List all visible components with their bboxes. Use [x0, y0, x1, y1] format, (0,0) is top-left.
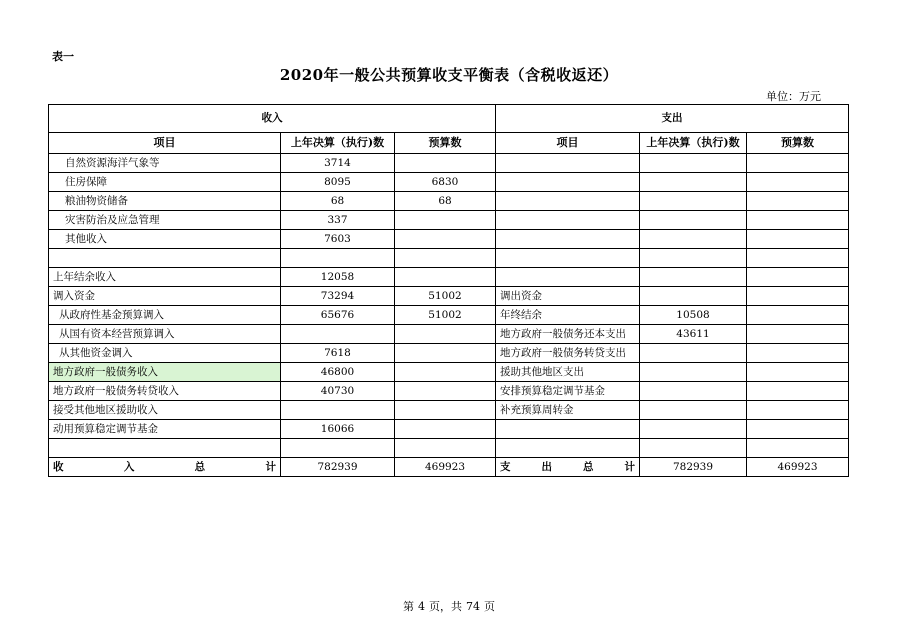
- expense-actual-cell: [640, 192, 747, 211]
- expense-item-cell: [496, 439, 640, 458]
- expense-budget-cell: [747, 420, 849, 439]
- expense-actual-cell: [640, 249, 747, 268]
- table-row: [49, 230, 849, 249]
- income-budget-cell: 6830: [395, 173, 496, 192]
- table-row: [49, 154, 849, 173]
- page-footer: [0, 598, 898, 614]
- income-budget-cell: [395, 401, 496, 420]
- income-budget-cell: [395, 420, 496, 439]
- income-total-budget: 469923: [395, 458, 496, 477]
- income-actual-cell: [281, 439, 395, 458]
- expense-item-cell: [496, 420, 640, 439]
- income-actual-cell: 3714: [281, 154, 395, 173]
- income-item-cell: [49, 249, 281, 268]
- expense-actual-cell: [640, 173, 747, 192]
- expense-actual-cell: [640, 401, 747, 420]
- income-item-cell: 地方政府一般债务收入: [49, 363, 281, 382]
- expense-budget-cell: [747, 249, 849, 268]
- income-actual-cell: 7618: [281, 344, 395, 363]
- col-header-item: 项目: [496, 133, 640, 154]
- expense-budget-cell: [747, 211, 849, 230]
- table-row: [49, 382, 849, 401]
- expense-budget-cell: [747, 287, 849, 306]
- income-total-label-char: 总: [194, 461, 206, 473]
- income-budget-cell: [395, 344, 496, 363]
- income-item-cell: 从国有资本经营预算调入: [49, 325, 281, 344]
- income-actual-cell: 337: [281, 211, 395, 230]
- footer-suffix: 页: [484, 600, 495, 613]
- income-total-label-char: 收: [53, 461, 64, 473]
- expense-budget-cell: [747, 230, 849, 249]
- expense-actual-cell: [640, 382, 747, 401]
- expense-actual-cell: 10508: [640, 306, 747, 325]
- income-budget-cell: [395, 363, 496, 382]
- expense-budget-cell: [747, 344, 849, 363]
- expense-budget-cell: [747, 325, 849, 344]
- expense-budget-cell: [747, 306, 849, 325]
- income-budget-cell: 51002: [395, 287, 496, 306]
- expense-item-cell: 年终结余: [496, 306, 640, 325]
- expense-item-cell: 安排预算稳定调节基金: [496, 382, 640, 401]
- income-item-cell: [49, 439, 281, 458]
- expense-item-cell: 地方政府一般债务还本支出: [496, 325, 640, 344]
- table-row: [49, 287, 849, 306]
- document-label: 表一: [52, 50, 74, 63]
- col-header-actual: 上年决算（执行)数: [281, 133, 395, 154]
- income-actual-cell: 8095: [281, 173, 395, 192]
- expense-total-actual: 782939: [640, 458, 747, 477]
- table-row: [49, 249, 849, 268]
- expense-budget-cell: [747, 173, 849, 192]
- table-row: [49, 173, 849, 192]
- table-row: [49, 420, 849, 439]
- total-row: [49, 458, 849, 477]
- expense-item-cell: 地方政府一般债务转贷支出: [496, 344, 640, 363]
- income-actual-cell: 73294: [281, 287, 395, 306]
- table-row: [49, 344, 849, 363]
- expense-item-cell: [496, 249, 640, 268]
- income-total-label-char: 入: [123, 461, 135, 473]
- expense-actual-cell: 43611: [640, 325, 747, 344]
- income-budget-cell: [395, 439, 496, 458]
- income-actual-cell: [281, 401, 395, 420]
- income-budget-cell: [395, 382, 496, 401]
- expense-budget-cell: [747, 401, 849, 420]
- table-row: [49, 363, 849, 382]
- expense-total-label-char: 计: [624, 461, 635, 473]
- income-budget-cell: [395, 325, 496, 344]
- income-budget-cell: 51002: [395, 306, 496, 325]
- income-item-cell: 上年结余收入: [49, 268, 281, 287]
- income-actual-cell: 16066: [281, 420, 395, 439]
- expense-actual-cell: [640, 268, 747, 287]
- expense-total-label-char: 出: [541, 461, 552, 473]
- column-header-row: [49, 133, 849, 154]
- expense-item-cell: [496, 230, 640, 249]
- expense-actual-cell: [640, 154, 747, 173]
- income-item-cell: 灾害防治及应急管理: [49, 211, 281, 230]
- expense-actual-cell: [640, 344, 747, 363]
- income-item-cell: 接受其他地区援助收入: [49, 401, 281, 420]
- income-item-cell: 动用预算稳定调节基金: [49, 420, 281, 439]
- budget-balance-table: [48, 104, 849, 477]
- expense-actual-cell: [640, 230, 747, 249]
- col-header-budget: 预算数: [395, 133, 496, 154]
- expense-item-cell: [496, 211, 640, 230]
- expense-budget-cell: [747, 268, 849, 287]
- expense-actual-cell: [640, 363, 747, 382]
- expense-total-label-char: 支: [500, 461, 511, 473]
- expense-item-cell: 调出资金: [496, 287, 640, 306]
- income-total-label-char: 计: [265, 461, 276, 473]
- footer-page: 4: [418, 600, 425, 613]
- income-budget-cell: [395, 249, 496, 268]
- col-header-item: 项目: [49, 133, 281, 154]
- expense-actual-cell: [640, 211, 747, 230]
- expense-total-label-char: 总: [583, 461, 594, 473]
- income-section-header: 收入: [49, 105, 496, 133]
- expense-actual-cell: [640, 439, 747, 458]
- unit-label: 单位：万元: [766, 90, 821, 103]
- income-budget-cell: [395, 211, 496, 230]
- expense-item-cell: 补充预算周转金: [496, 401, 640, 420]
- income-actual-cell: [281, 249, 395, 268]
- table-row: [49, 268, 849, 287]
- expense-budget-cell: [747, 382, 849, 401]
- expense-budget-cell: [747, 154, 849, 173]
- income-actual-cell: [281, 325, 395, 344]
- income-budget-cell: 68: [395, 192, 496, 211]
- income-item-cell: 从其他资金调入: [49, 344, 281, 363]
- expense-budget-cell: [747, 192, 849, 211]
- income-item-cell: 住房保障: [49, 173, 281, 192]
- expense-budget-cell: [747, 439, 849, 458]
- income-actual-cell: 65676: [281, 306, 395, 325]
- table-row: [49, 306, 849, 325]
- income-actual-cell: 46800: [281, 363, 395, 382]
- footer-mid: 页，共: [429, 600, 462, 613]
- expense-item-cell: [496, 173, 640, 192]
- expense-section-header: 支出: [496, 105, 849, 133]
- table-row: [49, 325, 849, 344]
- income-item-cell: 从政府性基金预算调入: [49, 306, 281, 325]
- expense-item-cell: [496, 192, 640, 211]
- income-budget-cell: [395, 230, 496, 249]
- income-item-cell: 调入资金: [49, 287, 281, 306]
- income-budget-cell: [395, 268, 496, 287]
- income-actual-cell: 68: [281, 192, 395, 211]
- expense-item-cell: 援助其他地区支出: [496, 363, 640, 382]
- income-item-cell: 其他收入: [49, 230, 281, 249]
- table-row: [49, 439, 849, 458]
- income-budget-cell: [395, 154, 496, 173]
- expense-budget-cell: [747, 363, 849, 382]
- income-total-actual: 782939: [281, 458, 395, 477]
- income-actual-cell: 40730: [281, 382, 395, 401]
- table-row: [49, 211, 849, 230]
- table-row: [49, 192, 849, 211]
- expense-actual-cell: [640, 420, 747, 439]
- income-actual-cell: 7603: [281, 230, 395, 249]
- col-header-budget: 预算数: [747, 133, 849, 154]
- income-item-cell: 地方政府一般债务转贷收入: [49, 382, 281, 401]
- income-item-cell: 自然资源海洋气象等: [49, 154, 281, 173]
- income-total-label: [49, 458, 281, 477]
- expense-item-cell: [496, 268, 640, 287]
- footer-prefix: 第: [403, 600, 414, 613]
- income-actual-cell: 12058: [281, 268, 395, 287]
- expense-total-budget: 469923: [747, 458, 849, 477]
- income-item-cell: 粮油物资储备: [49, 192, 281, 211]
- expense-total-label: [496, 458, 640, 477]
- footer-pages: 74: [466, 600, 480, 613]
- col-header-actual: 上年决算（执行)数: [640, 133, 747, 154]
- expense-item-cell: [496, 154, 640, 173]
- expense-actual-cell: [640, 287, 747, 306]
- section-header-row: [49, 105, 849, 133]
- table-row: [49, 401, 849, 420]
- page-title: 2020年一般公共预算收支平衡表（含税收返还）: [279, 66, 619, 84]
